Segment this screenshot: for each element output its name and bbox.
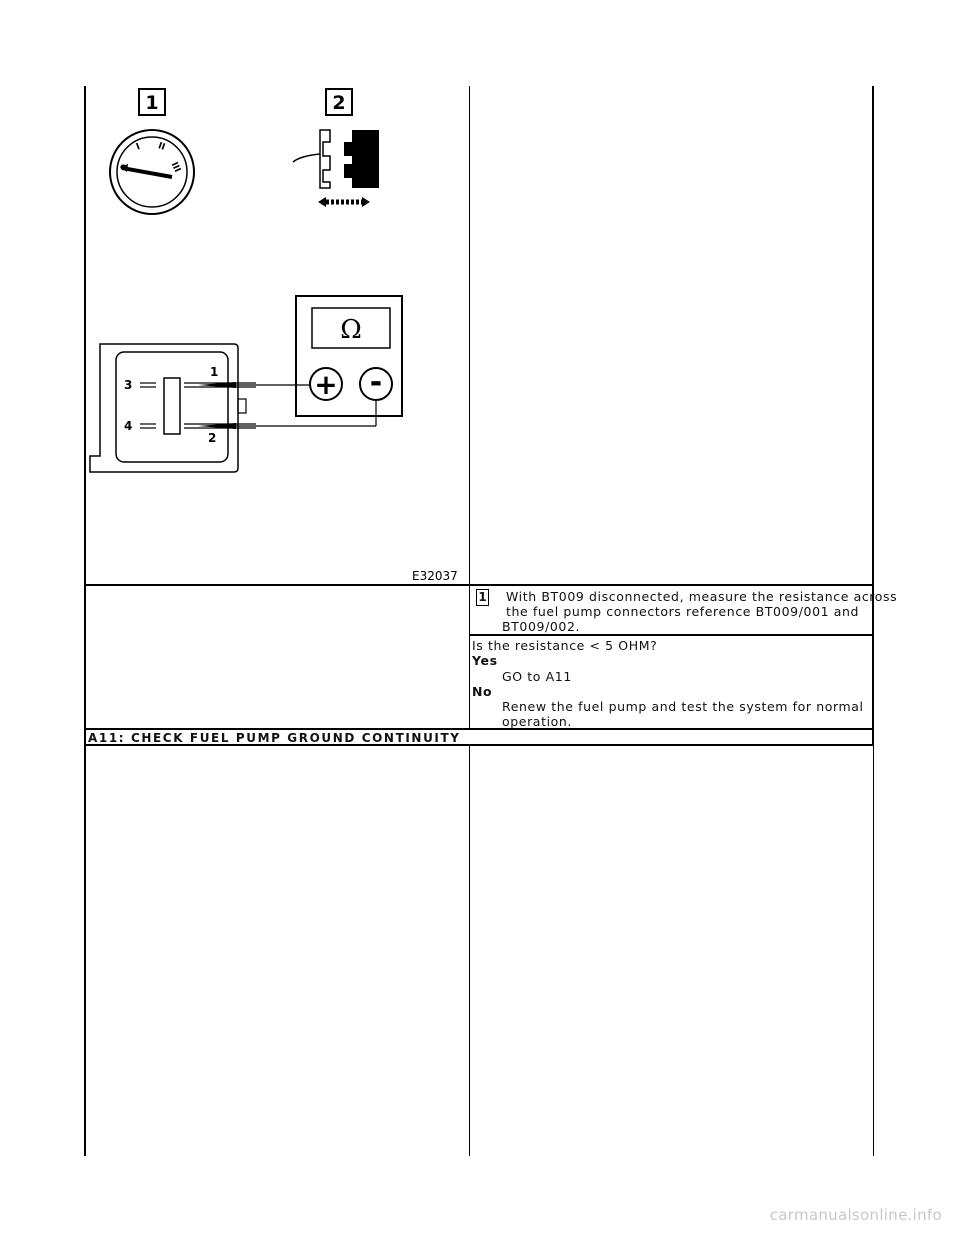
switch-mark-2: II [156,141,167,153]
figure-id: E32037 [412,569,458,583]
row-divider-step [469,634,874,636]
ohm-symbol: Ω [340,315,362,345]
ohmmeter-icon [296,296,402,416]
answer-no-action-line2: operation. [502,714,572,729]
table-border-middle-lower [469,585,470,729]
table-border-middle [469,86,470,585]
fuel-pump-connector-icon [90,344,256,472]
connector-test-illustration [86,86,468,584]
meter-minus-symbol: - [369,365,383,400]
callout-1-label: 1 [145,92,159,114]
switch-mark-0: 0 [119,163,131,173]
step-number-box: 1 [476,589,489,606]
callout-2-label: 2 [332,92,346,114]
watermark: carmanualsonline.info [769,1206,942,1224]
callout-1 [139,89,165,115]
answer-no-label: No [472,684,493,699]
step-instruction-line2: the fuel pump connectors reference BT009/001 and [506,604,860,619]
callout-2 [326,89,352,115]
row-divider-figure [84,584,874,586]
table-border-middle-bottom [469,746,470,1156]
meter-plus-symbol: + [314,368,338,401]
pin-label-3: 3 [124,378,133,392]
pin-label-4: 4 [124,419,133,433]
section-title: A11: CHECK FUEL PUMP GROUND CONTINUITY [88,731,461,745]
table-border-right [872,86,874,745]
step-instruction-line3: BT009/002. [502,619,581,634]
pin-label-1: 1 [210,365,219,379]
pin-label-2: 2 [208,431,217,445]
question-text: Is the resistance < 5 OHM? [472,638,658,653]
switch-mark-3: III [168,160,182,175]
test-probes [198,382,376,429]
switch-mark-1: I [134,142,142,153]
ignition-switch-icon [110,130,194,214]
row-divider-question [84,728,874,730]
connector-disconnect-icon [293,130,379,207]
answer-no-action-line1: Renew the fuel pump and test the system for normal [502,699,864,714]
step-instruction-line1: With BT009 disconnected, measure the resistance across [506,589,898,604]
table-border-right-bottom [873,746,874,1156]
answer-yes-action[interactable]: GO to A11 [502,669,572,684]
answer-yes-label: Yes [472,653,498,668]
